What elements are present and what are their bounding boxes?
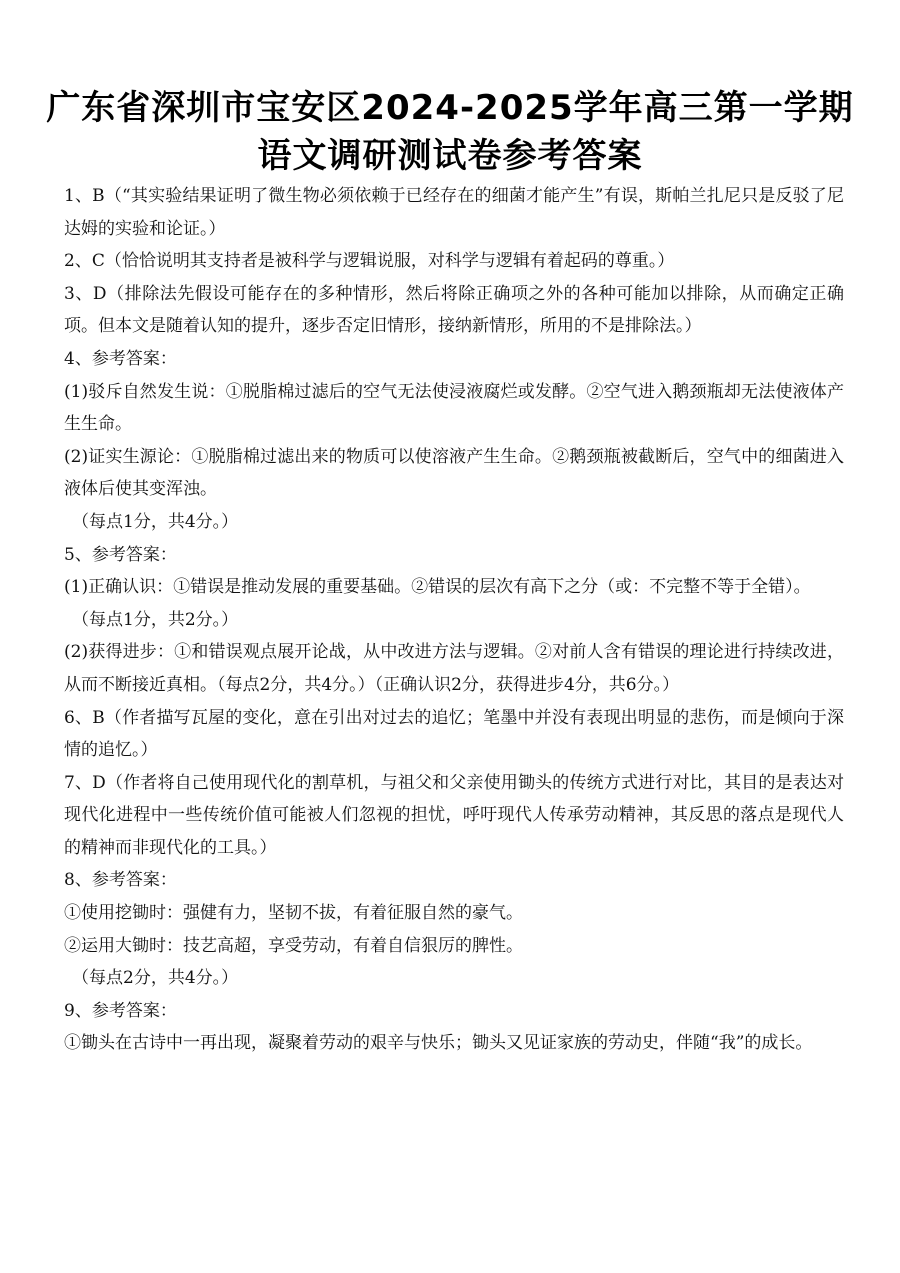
answer-4-scoring: （每点1分，共4分。）: [72, 511, 239, 532]
document-title-line-1: 广东省深圳市宝安区2024-2025学年高三第一学期: [46, 88, 854, 128]
answer-4-part-2: (2)证实生源论：①脱脂棉过滤出来的物质可以使溶液产生生命。②鹅颈瓶被截断后，空气中的细菌进入液体后使其变浑浊。: [64, 446, 844, 500]
answer-5-heading: 5、参考答案：: [64, 544, 177, 565]
answer-9-heading: 9、参考答案：: [64, 1000, 177, 1021]
answer-5-part-1-scoring: （每点1分，共2分。）: [72, 609, 239, 630]
answer-7: 7、D（作者将自己使用现代化的割草机，与祖父和父亲使用锄头的传统方式进行对比，其目的是表达对现代化进程中一些传统价值可能被人们忽视的担忧，呼吁现代人传承劳动精神，其反思的落点是现代人的精神而非现代化的工具。）: [64, 772, 844, 858]
answer-4-part-1: (1)驳斥自然发生说：①脱脂棉过滤后的空气无法使浸液腐烂或发酵。②空气进入鹅颈瓶却无法使液体产生生命。: [64, 381, 844, 435]
answer-list: [64, 180, 844, 1060]
answer-1: 1、B（“其实验结果证明了微生物必须依赖于已经存在的细菌才能产生”有误，斯帕兰扎尼只是反驳了尼达姆的实验和论证。）: [64, 186, 844, 239]
answer-8-scoring: （每点2分，共4分。）: [72, 968, 239, 989]
answer-8-point-2: ②运用大锄时：技艺高超，享受劳动，有着自信狠厉的脾性。: [64, 935, 523, 956]
answer-6: 6、B（作者描写瓦屋的变化，意在引出对过去的追忆；笔墨中并没有表现出明显的悲伤，而是倾向于深情的追忆。）: [64, 707, 844, 761]
answer-5-part-1: (1)正确认识：①错误是推动发展的重要基础。②错误的层次有高下之分（或：不完整不等于全错）。: [64, 577, 811, 598]
answer-9-point-1: ①锄头在古诗中一再出现，凝聚着劳动的艰辛与快乐；锄头又见证家族的劳动史，伴随“我”的成长。: [64, 1033, 813, 1054]
answer-8-heading: 8、参考答案：: [64, 870, 177, 891]
answer-8-point-1: ①使用挖锄时：强健有力，坚韧不拔，有着征服自然的豪气。: [64, 903, 523, 924]
answer-3: 3、D（排除法先假设可能存在的多种情形，然后将除正确项之外的各种可能加以排除，从而确定正确项。但本文是随着认知的提升，逐步否定旧情形，接纳新情形，所用的不是排除法。）: [64, 283, 844, 337]
answer-5-part-2: (2)获得进步：①和错误观点展开论战，从中改进方法与逻辑。②对前人含有错误的理论进行持续改进，从而不断接近真相。（每点2分，共4分。）（正确认识2分，获得进步4分，共6分。）: [64, 642, 844, 695]
document-title-line-2: 语文调研测试卷参考答案: [257, 136, 643, 176]
answer-4-heading: 4、参考答案：: [64, 348, 177, 369]
answer-2: 2、C（恰恰说明其支持者是被科学与逻辑说服，对科学与逻辑有着起码的尊重。）: [64, 251, 675, 272]
